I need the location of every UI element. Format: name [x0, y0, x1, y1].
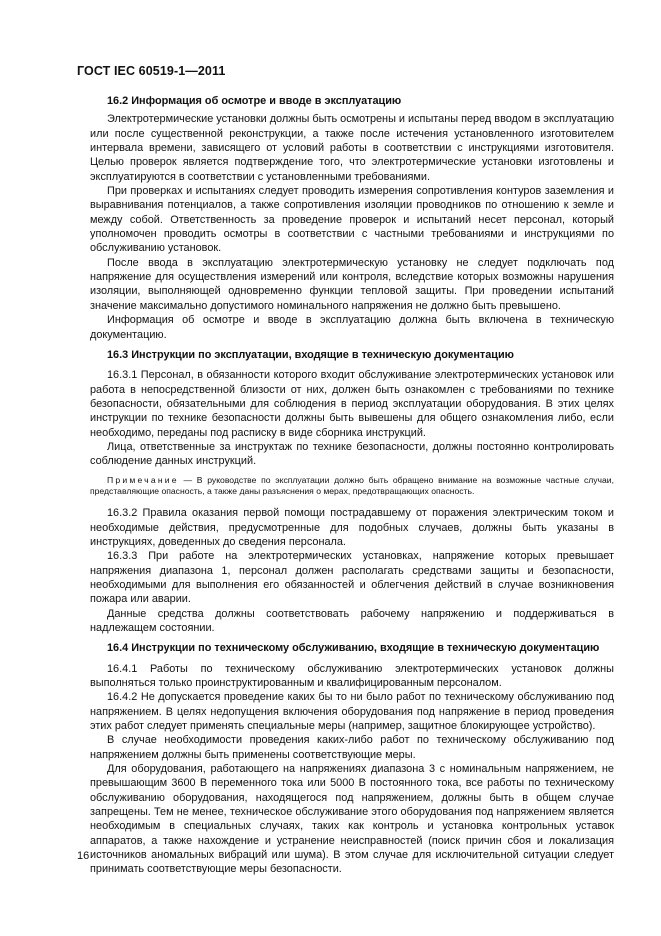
paragraph-16-3-1: 16.3.1 Персонал, в обязанности которого входит обслуживание электротермических установок или работа в непосредственной близости от них, должен быть ознакомлен с требованиями по технике безопасности, обязательными для соблюдения в период эксплуатации оборудования. В этих целях инструкции по технике безопасности должны быть вывешены для общего ознакомления либо, если необходимо, переданы под расписку в виде сборника инструкций.	[90, 369, 614, 439]
paragraph-16-3-3: 16.3.3 При работе на электротермических установках, напряжение которых превышает напряжения диапазона 1, персонал должен располагать средствами защиты и безопасности, необходимыми для выполнения его обязанностей и облегчения действий в случае возникновения пожара или аварии.	[90, 550, 614, 606]
paragraph: Данные средства должны соответствовать рабочему напряжению и поддерживаться в надлежащем состоянии.	[90, 607, 614, 634]
section-16-4-heading: 16.4 Инструкции по техническому обслуживанию, входящие в техническую документацию	[107, 642, 600, 655]
paragraph: Для оборудования, работающего на напряжениях диапазона 3 с номинальным напряжением, не превышающим 3600 В переменного тока или 5000 В постоянного тока, все работы по техническому обслуживанию оборудования, находящегося под напряжением, должны быть в общем случае запрещены. Тем не менее, техническое обслуживание этого оборудования под напряжением является необходимым в специальных случаях, таких как контроль и установка контрольных уставок аппаратов, а также нахождение и устранение неисправностей (поиск причин сбоя и локализация источников аномальных вибраций или шума). В этом случае для исключительной ситуации следует принимать соответствующие меры безопасности.	[90, 763, 614, 876]
paragraph: При проверках и испытаниях следует проводить измерения сопротивления контуров заземления и выравнивания потенциалов, а также сопротивления изоляции проводников по отношению к земле и между собой. Ответственность за проведение проверок и испытаний несет персонал, который уполномочен проводить осмотры в соответствии с частными требованиями и инструкциями по обслуживанию установок.	[90, 185, 614, 255]
paragraph-16-4-1: 16.4.1 Работы по техническому обслуживанию электротермических установок должны выполняться только проинструктированным и квалифицированным персоналом.	[90, 662, 614, 689]
document-body	[90, 94, 614, 877]
page-number: 16	[77, 850, 90, 862]
document-header: ГОСТ IEC 60519-1—2011	[77, 64, 226, 78]
note-text: — В руководстве по эксплуатации должно быть обращено внимание на возможные частные случаи, представляющие опасность, а также даны разъяснения о мерах, предотвращающих опасность.	[90, 474, 614, 497]
paragraph-16-3-2: 16.3.2 Правила оказания первой помощи пострадавшему от поражения электрическим током и необходимые действия, предусмотренные для подобных случаев, должны быть указаны в инструкциях, доведенных до сведения персонала.	[90, 507, 614, 548]
paragraph: После ввода в эксплуатацию электротермическую установку не следует подключать под напряжение для осуществления измерений или контроля, вследствие которых возможны нарушения изоляции, выполняющей одновременно функции тепловой защиты. При проведении испытаний значение максимально допустимого номинального напряжения не должно быть превышено.	[90, 256, 614, 312]
section-16-3-heading: 16.3 Инструкции по эксплуатации, входящие в техническую документацию	[107, 348, 514, 361]
paragraph: Лица, ответственные за инструктаж по технике безопасности, должны постоянно контролировать соблюдение данных инструкций.	[90, 440, 614, 468]
paragraph: Информация об осмотре и вводе в эксплуатацию должна быть включена в техническую документацию.	[90, 314, 614, 341]
paragraph: Электротермические установки должны быть осмотрены и испытаны перед вводом в эксплуатацию или после существенной реконструкции, а также после истечения установленного изготовителем интервала времени, зависящего от условий работы в соответствии с инструкциями изготовителя. Целью проверок является подтверждение того, что электротермические установки изготовлены и эксплуатируются в соответствии с установленными требованиями.	[90, 113, 614, 183]
section-16-2-heading: 16.2 Информация об осмотре и вводе в эксплуатацию	[107, 95, 402, 107]
paragraph-16-4-2: 16.4.2 Не допускается проведение каких бы то ни было работ по техническому обслуживанию под напряжением. В целях недопущения включения оборудования под напряжение в период проведения этих работ следует применять специальные меры (например, защитное блокирующее устройство).	[90, 691, 614, 732]
note	[90, 475, 614, 499]
note-label: Примечание	[107, 474, 179, 485]
paragraph: В случае необходимости проведения каких-либо работ по техническому обслуживанию под напряжением должны быть применены соответствующие меры.	[90, 734, 614, 761]
